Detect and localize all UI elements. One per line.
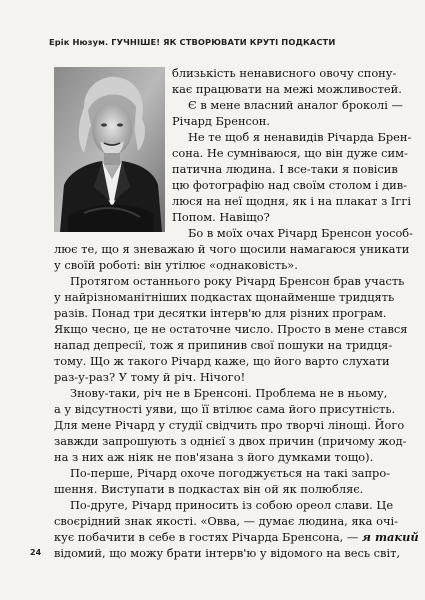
text-line: кає працювати на межі можливостей. — [172, 82, 402, 96]
text-line: Бо в моїх очах Річард Бренсон уособ- — [188, 226, 414, 240]
text-line: Попом. Навіщо? — [172, 210, 270, 224]
text-line: відомий, що можу брати інтерв'ю у відомого на весь світ, — [54, 546, 401, 560]
text-line: у найрізноманітніших подкастах щонайменше тридцять — [54, 290, 395, 304]
text-line: шення. Виступати в подкастах він ой як полюбляє. — [54, 482, 364, 496]
emphasis-text: я такий — [361, 530, 419, 544]
text-line: у своїй роботі: він утілює «однаковість». — [54, 258, 298, 272]
text-line: раз-у-раз? У тому й річ. Нічого! — [54, 370, 246, 384]
text-line: разів. Понад три десятки інтерв'ю для різних програм. — [54, 306, 387, 320]
text-line: цю фотографію над своїм столом і див- — [172, 178, 407, 192]
page-number: 24 — [30, 548, 42, 557]
text-line: лює те, що я зневажаю й чого щосили намагаюся уникати — [54, 242, 410, 256]
text-line: а у відсутності уяви, що її втілює сама його присутність. — [54, 402, 396, 416]
text-line: Не те щоб я ненавидів Річарда Брен- — [188, 130, 412, 144]
portrait-image — [54, 67, 165, 232]
portrait-photo — [54, 67, 165, 232]
text-line: Протягом останнього року Річард Бренсон брав участь — [70, 274, 405, 288]
text-line: своєрідний знак якості. «Овва, — думає людина, яка очі- — [54, 514, 398, 528]
text-line: завжди запрошують з однієї з двох причин (причому жод- — [54, 434, 407, 448]
text-line-with-emphasis — [54, 530, 419, 544]
text-line: сона. Не сумніваюся, що він дуже сим- — [172, 146, 408, 160]
text-line: Для мене Річард у студії свідчить про творчі лінощі. Його — [54, 418, 405, 432]
text-line: По-друге, Річард приносить із собою ореол слави. Це — [70, 498, 394, 512]
text-line: По-перше, Річард охоче погоджується на такі запро- — [70, 466, 391, 480]
text-line: на з них аж ніяк не пов'язана з його думками тощо). — [54, 450, 374, 464]
text-line: патична людина. І все-таки я повісив — [172, 162, 398, 176]
text-line: Річард Бренсон. — [172, 114, 270, 128]
text-line: тому. Що ж такого Річард каже, що його варто слухати — [54, 354, 390, 368]
text-line: люся на неї щодня, як і на плакат з Іггі — [172, 194, 411, 208]
text-line: близькість ненависного овочу спону- — [172, 66, 397, 80]
running-header: Ерік Нюзум. ГУЧНІШЕ! ЯК СТВОРЮВАТИ КРУТІ ПОДКАСТИ — [49, 37, 336, 47]
text-run: кує побачити в себе в гостях Річарда Бренсона, — — [54, 530, 359, 544]
text-line: Знову-таки, річ не в Бренсоні. Проблема не в ньому, — [70, 386, 388, 400]
text-line: напад депресії, тож я припинив свої пошуки на тридця- — [54, 338, 393, 352]
text-line: Є в мене власний аналог броколі — — [188, 98, 403, 112]
text-line: Якщо чесно, це не остаточне число. Просто в мене стався — [54, 322, 408, 336]
